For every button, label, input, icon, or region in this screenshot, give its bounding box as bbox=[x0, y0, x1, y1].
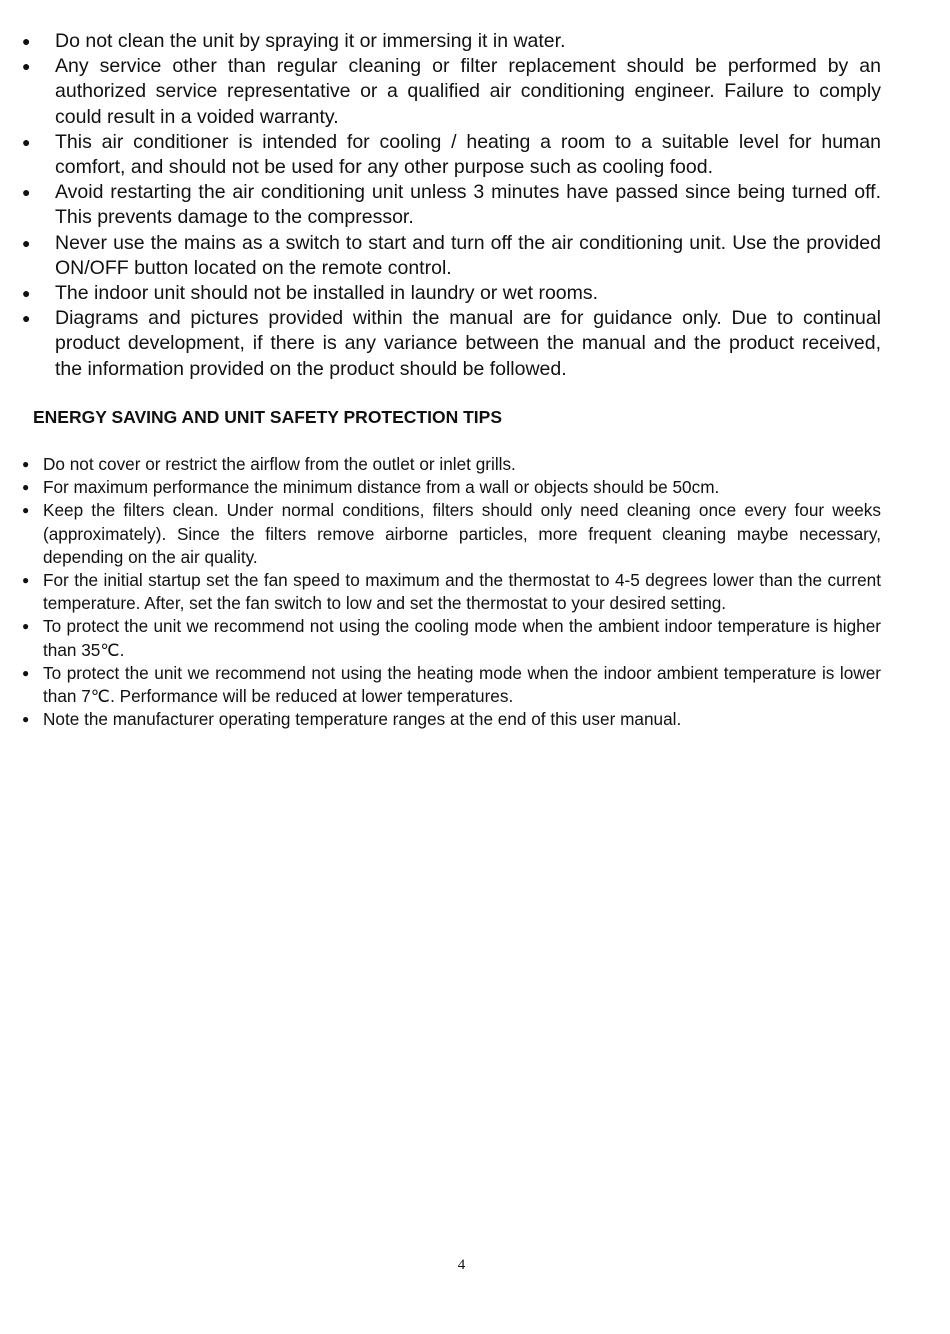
list-item bbox=[22, 130, 881, 180]
bullet-icon: ● bbox=[22, 184, 31, 201]
list-item bbox=[22, 708, 881, 731]
list-item-text: Keep the filters clean. Under normal conditions, filters should only need cleaning once every four weeks (approximately). Since the filters remove airborne particles, more frequent cleaning maybe necessary, depending on the air quality. bbox=[43, 500, 881, 567]
list-item-text: For maximum performance the minimum distance from a wall or objects should be 50cm. bbox=[43, 477, 720, 498]
list-item-text: To protect the unit we recommend not using the heating mode when the indoor ambient temperature is lower than 7℃. Performance will be reduced at lower temperatures. bbox=[43, 662, 881, 707]
list-item-text: Avoid restarting the air conditioning unit unless 3 minutes have passed since being turned off. This prevents damage to the compressor. bbox=[55, 181, 881, 229]
list-item-text: For the initial startup set the fan speed to maximum and the thermostat to 4-5 degrees lower than the current temperature. After, set the fan switch to low and set the thermostat to your desired setting. bbox=[43, 570, 881, 614]
bullet-icon: ● bbox=[22, 58, 31, 75]
bullet-icon: ● bbox=[22, 310, 31, 327]
list-item bbox=[22, 281, 881, 306]
bullet-icon: ● bbox=[22, 457, 30, 471]
list-item-text: To protect the unit we recommend not using the cooling mode when the ambient indoor temperature is higher than 35℃. bbox=[43, 616, 881, 660]
bullet-icon: ● bbox=[22, 665, 30, 680]
bullet-icon: ● bbox=[22, 480, 30, 495]
list-item bbox=[22, 476, 881, 499]
list-item-text: Any service other than regular cleaning or filter replacement should be performed by an authorized service representative or a qualified air conditioning engineer. Failure to comply could result in a voided warranty. bbox=[55, 55, 881, 128]
list-item bbox=[22, 54, 881, 130]
bullet-icon: ● bbox=[22, 133, 31, 150]
list-item-text: Do not cover or restrict the airflow from the outlet or inlet grills. bbox=[43, 454, 516, 474]
list-item bbox=[22, 615, 881, 661]
list-item bbox=[22, 499, 881, 569]
list-item bbox=[22, 306, 881, 382]
list-item bbox=[22, 453, 881, 476]
bullet-icon: ● bbox=[22, 712, 30, 727]
list-item bbox=[22, 662, 881, 708]
bullet-icon: ● bbox=[22, 573, 30, 588]
bullet-icon: ● bbox=[22, 619, 30, 634]
section-heading: ENERGY SAVING AND UNIT SAFETY PROTECTION TIPS bbox=[33, 407, 502, 427]
list-item bbox=[22, 231, 881, 281]
bullet-icon: ● bbox=[22, 285, 31, 302]
list-item-text: Never use the mains as a switch to start and turn off the air conditioning unit. Use the provided ON/OFF button located on the remote control. bbox=[55, 231, 881, 279]
list-item-text: Note the manufacturer operating temperature ranges at the end of this user manual. bbox=[43, 709, 682, 730]
energy-saving-tips-list bbox=[22, 453, 881, 731]
safety-instructions-list bbox=[22, 29, 881, 382]
list-item-text: Diagrams and pictures provided within the manual are for guidance only. Due to continual product development, if there is any variance between the manual and the product received, the information provided on the product should be followed. bbox=[55, 307, 881, 380]
list-item bbox=[22, 180, 881, 230]
list-item-text: Do not clean the unit by spraying it or immersing it in water. bbox=[55, 30, 566, 52]
bullet-icon: ● bbox=[22, 503, 30, 518]
page-number: 4 bbox=[457, 1257, 466, 1273]
list-item-text: This air conditioner is intended for cooling / heating a room to a suitable level for human comfort, and should not be used for any other purpose such as cooling food. bbox=[55, 130, 881, 179]
bullet-icon: ● bbox=[22, 33, 31, 49]
list-item bbox=[22, 569, 881, 615]
bullet-icon: ● bbox=[22, 234, 31, 251]
list-item-text: The indoor unit should not be installed in laundry or wet rooms. bbox=[55, 282, 599, 305]
list-item bbox=[22, 29, 881, 54]
